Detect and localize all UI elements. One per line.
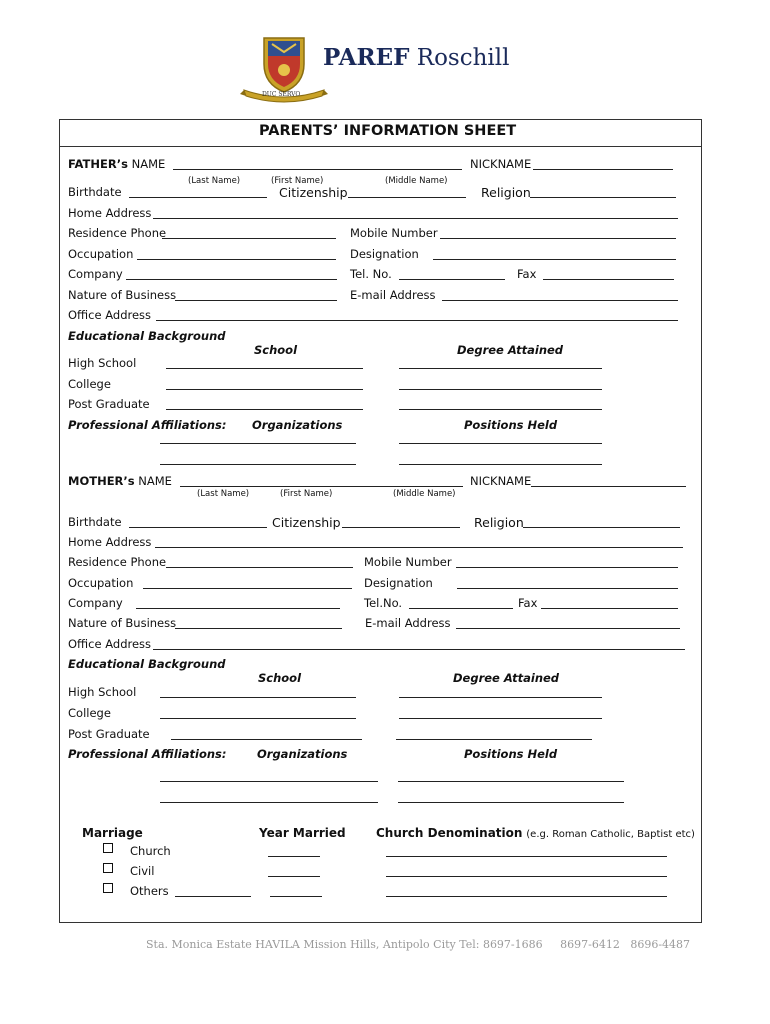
father-name-label bbox=[68, 157, 165, 171]
mother-school-heading: School bbox=[258, 671, 302, 685]
father-occupation-field[interactable] bbox=[137, 259, 336, 260]
mother-label-bold: MOTHER’s bbox=[68, 474, 135, 488]
mother-religion-field[interactable] bbox=[523, 527, 680, 528]
civil-year-field[interactable] bbox=[268, 876, 320, 877]
mother-nickname-label: NICKNAME bbox=[470, 474, 532, 488]
mother-positions-heading: Positions Held bbox=[464, 747, 558, 761]
church-checkbox[interactable] bbox=[103, 843, 113, 853]
mother-affiliations-heading: Professional Affiliations: bbox=[68, 747, 227, 761]
mother-college-label: College bbox=[68, 706, 111, 720]
mother-name-field[interactable] bbox=[180, 486, 463, 487]
mother-position-field-2[interactable] bbox=[398, 802, 624, 803]
civil-option-label: Civil bbox=[130, 864, 155, 878]
father-degree-heading: Degree Attained bbox=[457, 343, 564, 357]
mother-postgrad-label: Post Graduate bbox=[68, 727, 150, 741]
father-business-field[interactable] bbox=[175, 300, 337, 301]
father-office-address-field[interactable] bbox=[156, 320, 678, 321]
father-designation-label: Designation bbox=[350, 247, 419, 261]
mother-occupation-label: Occupation bbox=[68, 576, 134, 590]
mother-designation-label: Designation bbox=[364, 576, 433, 590]
father-nickname-field[interactable] bbox=[533, 169, 673, 170]
father-college-label: College bbox=[68, 377, 111, 391]
father-tel-label: Tel. No. bbox=[350, 267, 392, 281]
father-highschool-school-field[interactable] bbox=[166, 368, 363, 369]
father-home-address-label: Home Address bbox=[68, 206, 152, 220]
father-organizations-heading: Organizations bbox=[252, 418, 343, 432]
mother-company-label: Company bbox=[68, 596, 123, 610]
church-year-field[interactable] bbox=[268, 856, 320, 857]
mother-residence-phone-label: Residence Phone bbox=[68, 555, 167, 569]
mother-middle-name-hint: (Middle Name) bbox=[393, 489, 456, 499]
mother-business-field[interactable] bbox=[175, 628, 342, 629]
mother-designation-field[interactable] bbox=[457, 588, 678, 589]
others-specify-field[interactable] bbox=[175, 896, 251, 897]
father-mobile-field[interactable] bbox=[440, 238, 676, 239]
footer-address: Sta. Monica Estate HAVILA Mission Hills, Antipolo City Tel: 8697-1686 8697-6412 8696-4487 bbox=[146, 938, 691, 951]
father-college-school-field[interactable] bbox=[166, 389, 363, 390]
father-fax-field[interactable] bbox=[543, 279, 674, 280]
mother-business-label: Nature of Business bbox=[68, 616, 177, 630]
father-college-degree-field[interactable] bbox=[399, 389, 602, 390]
father-position-field-1[interactable] bbox=[399, 443, 602, 444]
church-denomination-heading bbox=[376, 826, 695, 840]
mother-position-field-1[interactable] bbox=[398, 781, 624, 782]
father-email-field[interactable] bbox=[442, 300, 678, 301]
mother-org-field-2[interactable] bbox=[160, 802, 378, 803]
mother-mobile-label: Mobile Number bbox=[364, 555, 452, 569]
mother-college-degree-field[interactable] bbox=[399, 718, 602, 719]
mother-tel-field[interactable] bbox=[409, 608, 513, 609]
church-denomination-field-1[interactable] bbox=[386, 856, 667, 857]
mother-label-name: NAME bbox=[138, 474, 172, 488]
father-org-field-1[interactable] bbox=[160, 443, 356, 444]
father-occupation-label: Occupation bbox=[68, 247, 134, 261]
father-email-label: E-mail Address bbox=[350, 288, 436, 302]
mother-residence-phone-field[interactable] bbox=[166, 567, 353, 568]
mother-degree-heading: Degree Attained bbox=[453, 671, 560, 685]
mother-postgrad-school-field[interactable] bbox=[171, 739, 362, 740]
father-citizenship-label: Citizenship bbox=[279, 185, 348, 200]
mother-citizenship-field[interactable] bbox=[342, 527, 460, 528]
father-company-label: Company bbox=[68, 267, 123, 281]
others-option-label: Others bbox=[130, 884, 169, 898]
church-denomination-field-3[interactable] bbox=[386, 896, 667, 897]
year-married-heading: Year Married bbox=[259, 826, 346, 840]
brand-bold: PAREF bbox=[323, 44, 410, 71]
father-business-label: Nature of Business bbox=[68, 288, 177, 302]
father-highschool-degree-field[interactable] bbox=[399, 368, 602, 369]
father-org-field-2[interactable] bbox=[160, 464, 356, 465]
mother-nickname-field[interactable] bbox=[531, 486, 686, 487]
father-religion-label: Religion bbox=[481, 185, 531, 200]
mother-highschool-degree-field[interactable] bbox=[399, 697, 602, 698]
civil-checkbox[interactable] bbox=[103, 863, 113, 873]
mother-tel-label: Tel.No. bbox=[364, 596, 403, 610]
marriage-heading: Marriage bbox=[82, 826, 143, 840]
father-postgrad-degree-field[interactable] bbox=[399, 409, 602, 410]
mother-occupation-field[interactable] bbox=[143, 588, 352, 589]
father-designation-field[interactable] bbox=[433, 259, 676, 260]
mother-postgrad-degree-field[interactable] bbox=[396, 739, 592, 740]
mother-email-label: E-mail Address bbox=[365, 616, 451, 630]
mother-first-name-hint: (First Name) bbox=[280, 489, 333, 499]
father-first-name-hint: (First Name) bbox=[271, 176, 324, 186]
page-title: PARENTS’ INFORMATION SHEET bbox=[259, 123, 517, 139]
brand-light: Roschill bbox=[416, 45, 510, 71]
mother-citizenship-label: Citizenship bbox=[272, 515, 341, 530]
mother-education-heading: Educational Background bbox=[68, 657, 226, 671]
father-affiliations-heading: Professional Affiliations: bbox=[68, 418, 227, 432]
mother-company-field[interactable] bbox=[136, 608, 340, 609]
father-postgrad-label: Post Graduate bbox=[68, 397, 150, 411]
mother-office-address-label: Office Address bbox=[68, 637, 152, 651]
brand-name bbox=[323, 44, 510, 71]
mother-highschool-school-field[interactable] bbox=[160, 697, 356, 698]
father-home-address-field[interactable] bbox=[153, 218, 678, 219]
form-frame bbox=[59, 146, 702, 923]
father-birthdate-field[interactable] bbox=[129, 197, 267, 198]
father-last-name-hint: (Last Name) bbox=[188, 176, 241, 186]
father-company-field[interactable] bbox=[126, 279, 337, 280]
mother-organizations-heading: Organizations bbox=[257, 747, 348, 761]
father-residence-phone-field[interactable] bbox=[162, 238, 336, 239]
church-denomination-hint: (e.g. Roman Catholic, Baptist etc) bbox=[526, 829, 695, 840]
church-denomination-field-2[interactable] bbox=[386, 876, 667, 877]
mother-birthdate-label: Birthdate bbox=[68, 515, 122, 529]
others-checkbox[interactable] bbox=[103, 883, 113, 893]
father-middle-name-hint: (Middle Name) bbox=[385, 176, 448, 186]
father-nickname-label: NICKNAME bbox=[470, 157, 532, 171]
mother-email-field[interactable] bbox=[456, 628, 680, 629]
father-label-bold: FATHER’s bbox=[68, 157, 128, 171]
father-positions-heading: Positions Held bbox=[464, 418, 558, 432]
mother-home-address-field[interactable] bbox=[155, 547, 683, 548]
mother-fax-field[interactable] bbox=[541, 608, 678, 609]
motto-text: DUC SERVO bbox=[262, 91, 301, 98]
mother-office-address-field[interactable] bbox=[153, 649, 685, 650]
father-highschool-label: High School bbox=[68, 356, 137, 370]
mother-last-name-hint: (Last Name) bbox=[197, 489, 250, 499]
father-office-address-label: Office Address bbox=[68, 308, 152, 322]
mother-home-address-label: Home Address bbox=[68, 535, 152, 549]
father-residence-phone-label: Residence Phone bbox=[68, 226, 167, 240]
father-tel-field[interactable] bbox=[399, 279, 505, 280]
father-fax-label: Fax bbox=[517, 267, 537, 281]
mother-fax-label: Fax bbox=[518, 596, 538, 610]
father-religion-field[interactable] bbox=[530, 197, 676, 198]
mother-org-field-1[interactable] bbox=[160, 781, 378, 782]
father-school-heading: School bbox=[254, 343, 298, 357]
father-citizenship-field[interactable] bbox=[348, 197, 466, 198]
mother-religion-label: Religion bbox=[474, 515, 524, 530]
mother-name-label bbox=[68, 474, 172, 488]
mother-highschool-label: High School bbox=[68, 685, 137, 699]
father-birthdate-label: Birthdate bbox=[68, 185, 122, 199]
mother-mobile-field[interactable] bbox=[456, 567, 678, 568]
mother-college-school-field[interactable] bbox=[160, 718, 356, 719]
father-education-heading: Educational Background bbox=[68, 329, 226, 343]
mother-birthdate-field[interactable] bbox=[129, 527, 267, 528]
father-mobile-label: Mobile Number bbox=[350, 226, 438, 240]
father-label-name: NAME bbox=[131, 157, 166, 171]
others-year-field[interactable] bbox=[270, 896, 322, 897]
father-name-field[interactable] bbox=[173, 169, 462, 170]
father-position-field-2[interactable] bbox=[399, 464, 602, 465]
father-postgrad-school-field[interactable] bbox=[166, 409, 363, 410]
church-denomination-label: Church Denomination bbox=[376, 826, 523, 840]
church-option-label: Church bbox=[130, 844, 171, 858]
